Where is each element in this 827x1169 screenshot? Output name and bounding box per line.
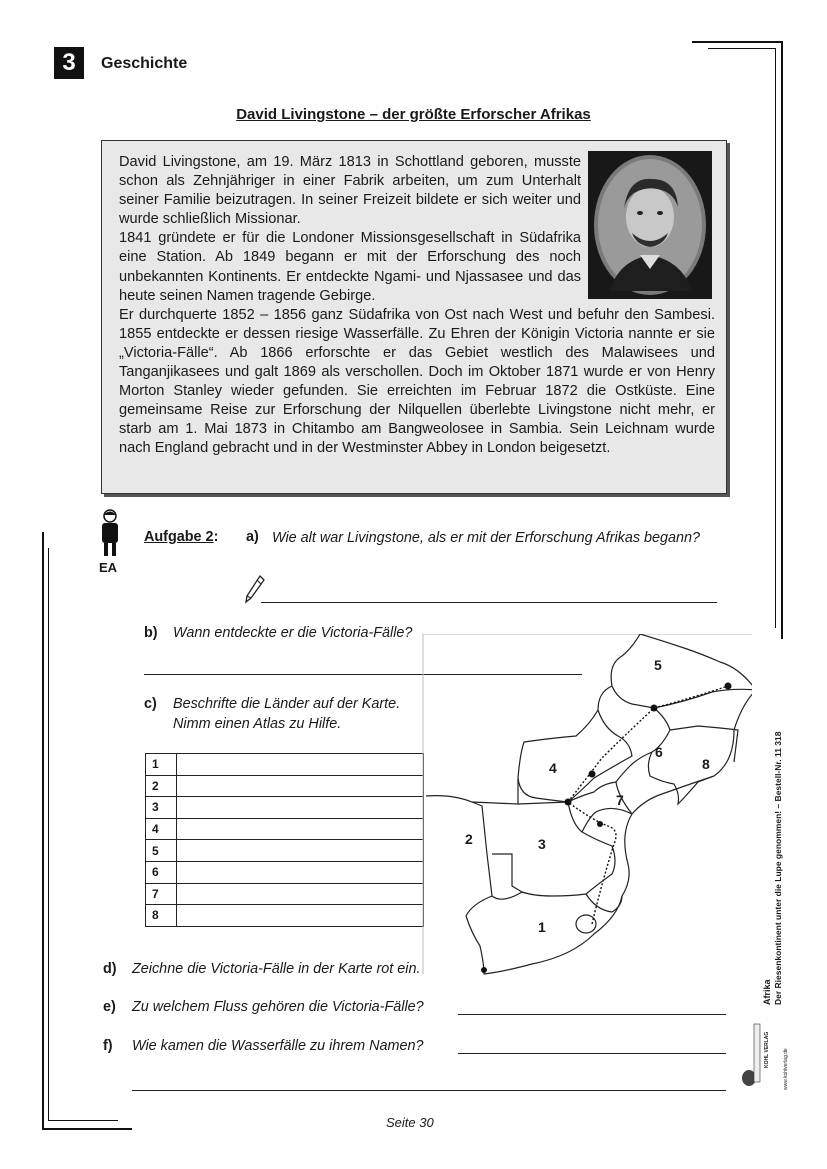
country-answer-table xyxy=(145,753,424,927)
answer-line-f2[interactable] xyxy=(132,1090,726,1091)
task-c-line2: Nimm einen Atlas zu Hilfe. xyxy=(173,716,342,732)
task-c-letter: c) xyxy=(144,696,157,712)
table-row xyxy=(146,883,424,905)
bio-paragraph-3: Er durchquerte 1852 – 1856 ganz Südafrika von Ost nach West und befuhr den Sambesi. 1855 entdeckte er dessen riesige Wasserfälle. Zu Ehren der Königin Victoria nannte er sie „Victoria-Fälle“. Ab 1866 erforschte er das Gebiet westlich des Malawisees und Tanganjikasees und galt 1869 als verschollen. Doch im Oktober 1871 wurde er von Henry Morton Stanley wieder gefunden. Sie erreichten im Februar 1872 die Ostküste. Eine gemeinsame Reise zur Erforschung der Nilquellen überlebte Livingstone nicht mehr, er starb am 1. Mai 1873 in Chitambo am Bangweolosee in Sambia. Sein Leichnam wurde nach England gebracht und in der Westminster Abbey in London beigesetzt. xyxy=(119,306,715,457)
frame-right-v2 xyxy=(775,48,776,628)
task-label-text: Aufgabe 2 xyxy=(144,529,214,545)
task-e-letter: e) xyxy=(103,999,116,1015)
answer-cell[interactable] xyxy=(177,840,424,862)
map-label-2: 2 xyxy=(465,831,473,847)
task-label-colon: : xyxy=(213,529,219,545)
work-mode-label: EA xyxy=(99,560,118,575)
table-row xyxy=(146,840,424,862)
task-label xyxy=(144,529,218,545)
task-e-question: Zu welchem Fluss gehören die Victoria-Fälle? xyxy=(132,999,424,1015)
map-label-7: 7 xyxy=(616,792,624,808)
frame-bottom-h1 xyxy=(42,1128,132,1130)
answer-cell[interactable] xyxy=(177,797,424,819)
task-c-line1: Beschrifte die Länder auf der Karte. xyxy=(173,696,401,712)
row-number: 1 xyxy=(146,754,177,776)
person-icon xyxy=(98,508,122,563)
bio-paragraph-2: 1841 gründete er für die Londoner Missionsgesellschaft in Südafrika eine Station. Ab 1849 begann er mit der Erforschung des noch unbekannten Kontinents. Er entdeckte Ngami- und Njassasee und das heute seinen Namen tragende Gebirge. xyxy=(119,230,581,304)
frame-left-v1 xyxy=(42,532,44,1130)
task-a-question: Wie alt war Livingstone, als er mit der Erforschung Afrikas begann? xyxy=(272,530,701,546)
map-label-1: 1 xyxy=(538,919,546,935)
bio-paragraph-1: David Livingstone, am 19. März 1813 in Schottland geboren, musste schon als Zehnjähriger in einer Fabrik arbeiten, um zum Unterhalt seiner Familie beizutragen. In seiner Freizeit bildete er sich weiter und wurde schließlich Missionar. xyxy=(119,154,581,228)
chapter-number-badge: 3 xyxy=(54,47,84,79)
task-b-question: Wann entdeckte er die Victoria-Fälle? xyxy=(173,625,413,641)
document-title: David Livingstone – der größte Erforscher Afrikas xyxy=(236,106,591,123)
publisher-url: www.kohlverlag.de xyxy=(783,1048,789,1090)
frame-right-v1 xyxy=(781,41,783,639)
task-f-letter: f) xyxy=(103,1038,113,1054)
row-number: 7 xyxy=(146,883,177,905)
answer-cell[interactable] xyxy=(177,818,424,840)
biography-box xyxy=(101,140,727,494)
frame-bottom-h2 xyxy=(48,1120,118,1121)
answer-cell[interactable] xyxy=(177,883,424,905)
frame-top-right-h2 xyxy=(708,48,776,49)
map-label-3: 3 xyxy=(538,836,546,852)
row-number: 3 xyxy=(146,797,177,819)
publisher-name: KOHL VERLAG xyxy=(764,1031,770,1068)
frame-left-v2 xyxy=(48,548,49,1120)
table-row xyxy=(146,754,424,776)
table-row xyxy=(146,775,424,797)
row-number: 2 xyxy=(146,775,177,797)
map-label-6: 6 xyxy=(655,744,663,760)
southern-africa-map xyxy=(422,634,752,994)
task-f-question: Wie kamen die Wasserfälle zu ihrem Namen? xyxy=(132,1038,424,1054)
frame-top-right-h1 xyxy=(692,41,782,43)
task-d-text: Zeichne die Victoria-Fälle in der Karte rot ein. xyxy=(132,961,421,977)
answer-line-a[interactable] xyxy=(261,602,717,603)
biography-text xyxy=(119,153,715,459)
task-a-letter: a) xyxy=(246,529,259,545)
side-publisher-info xyxy=(762,732,784,1006)
answer-cell[interactable] xyxy=(177,775,424,797)
answer-cell[interactable] xyxy=(177,754,424,776)
table-row xyxy=(146,861,424,883)
side-book-title: Afrika xyxy=(762,979,772,1005)
task-b-letter: b) xyxy=(144,625,158,641)
chapter-title: Geschichte xyxy=(101,55,188,72)
row-number: 5 xyxy=(146,840,177,862)
map-label-5: 5 xyxy=(654,657,662,673)
map-label-4: 4 xyxy=(549,760,557,776)
pencil-icon xyxy=(244,574,266,609)
answer-line-f1[interactable] xyxy=(458,1053,726,1054)
row-number: 4 xyxy=(146,818,177,840)
side-book-subtitle: Der Riesenkontinent unter die Lupe genommen! – Bestell-Nr. 11 318 xyxy=(773,731,783,1005)
page-number: Seite 30 xyxy=(386,1115,434,1130)
table-row xyxy=(146,905,424,927)
table-row xyxy=(146,797,424,819)
map-label-8: 8 xyxy=(702,756,710,772)
table-row xyxy=(146,818,424,840)
task-d-letter: d) xyxy=(103,961,117,977)
publisher-logo xyxy=(740,1020,762,1090)
answer-cell[interactable] xyxy=(177,861,424,883)
answer-line-e[interactable] xyxy=(458,1014,726,1015)
answer-cell[interactable] xyxy=(177,905,424,927)
row-number: 6 xyxy=(146,861,177,883)
row-number: 8 xyxy=(146,905,177,927)
